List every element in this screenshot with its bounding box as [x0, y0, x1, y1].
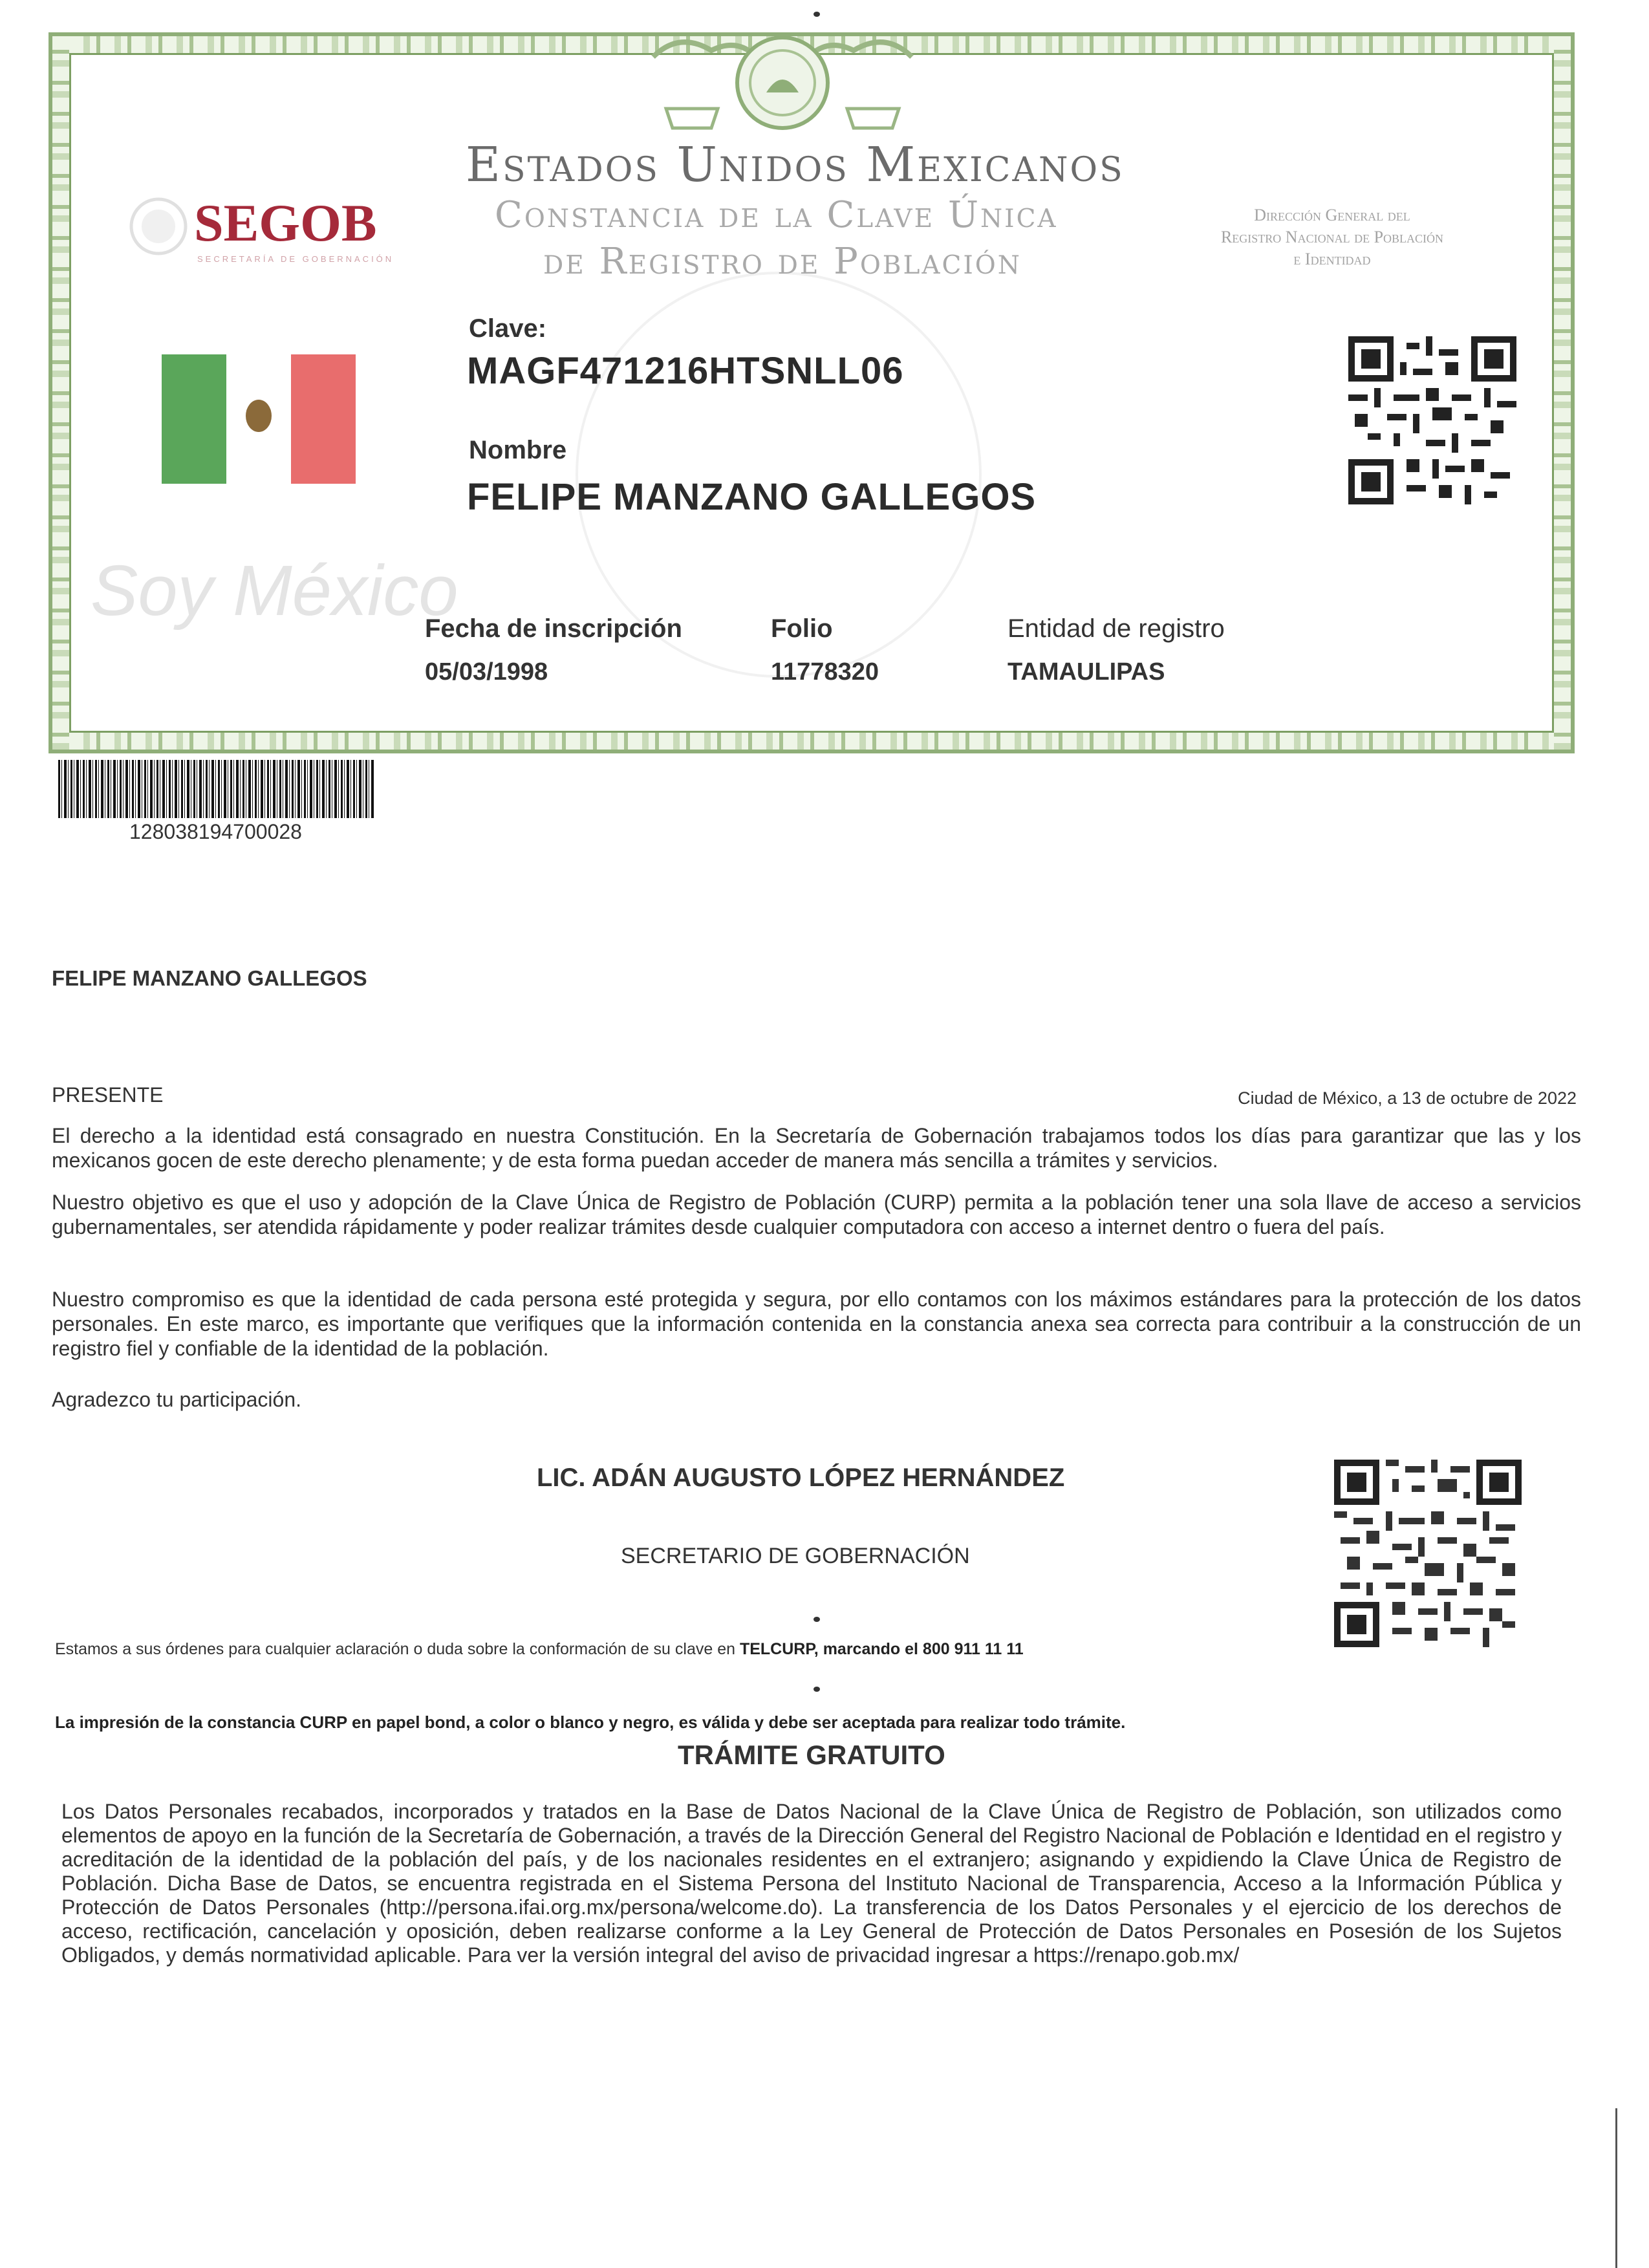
barcode-icon	[58, 760, 375, 818]
segob-subtitle: SECRETARÍA DE GOBERNACIÓN	[197, 254, 394, 264]
privacy-notice: Los Datos Personales recabados, incorporados y tratados en la Base de Datos Nacional de la Clave Única de Registro de Población, son utilizados como elementos de apoyo en la función de la Secretaría de Gobernación, a través de la Dirección General del Registro Nacional de Población e Identidad en el registro y acreditación de la identidad de la población del país, y de los nacionales residentes en el extranjero; asignando y expidiendo la Clave Única de Registro de Población. Dicha Base de Datos, se encuentra registrada en el Sistema Persona del Instituto Nacional de Transparencia, Acceso a la Información Pública y Protección de Datos Personales (http://persona.ifai.org.mx/persona/welcome.do). La transferencia de los Datos Personales y el ejercicio de los derechos de acceso, rectificación, cancelación y oposición, deben realizarse conforme a la Ley General de Protección de Datos Personales en Posesión de los Sujetos Obligados, y demás normatividad aplicable. Para ver la versión integral del aviso de privacidad ingresar a https://renapo.gob.mx/	[61, 1800, 1562, 1967]
scan-mark	[814, 1617, 820, 1622]
barcode-number: 128038194700028	[129, 820, 302, 843]
paragraph-4: Agradezco tu participación.	[52, 1388, 301, 1411]
folio-value: 11778320	[771, 658, 879, 686]
paragraph-2: Nuestro objetivo es que el uso y adopción de la Clave Única de Registro de Población (CURP) permita a la población tener una sola llave de acceso a servicios gubernamentales, ser atendida rápidamente y poder realizar trámites desde cualquier computadora con acceso a internet dentro o fuera del país.	[52, 1191, 1581, 1238]
fecha-inscripcion-label: Fecha de inscripción	[425, 614, 682, 643]
frame-border-right	[1554, 36, 1571, 750]
paragraph-1: El derecho a la identidad está consagrado en nuestra Constitución. En la Secretaría de Gobernación trabajamos todos los días para garantizar que las y los mexicanos gocen de este derecho plenamente; y de esta forma puedan acceder de manera más sencilla a trámites y servicios.	[52, 1124, 1581, 1172]
fecha-inscripcion-value: 05/03/1998	[425, 658, 548, 686]
signer-name: LIC. ADÁN AUGUSTO LÓPEZ HERNÁNDEZ	[537, 1463, 1065, 1492]
segob-logo-text: SEGOB	[194, 193, 377, 252]
direccion-general-line2: Registro Nacional de Población	[1220, 228, 1444, 246]
national-seal-icon	[640, 31, 925, 135]
clave-label: Clave:	[469, 314, 547, 343]
entidad-registro-label: Entidad de registro	[1008, 614, 1225, 643]
clave-value: MAGF471216HTSNLL06	[467, 350, 904, 392]
direccion-general-line1: Dirección General del	[1254, 206, 1410, 224]
place-and-date: Ciudad de México, a 13 de octubre de 2022	[1238, 1088, 1577, 1108]
heading-registro: de Registro de Población	[543, 241, 1022, 283]
entidad-registro-value: TAMAULIPAS	[1008, 658, 1165, 686]
addressee-name: FELIPE MANZANO GALLEGOS	[52, 966, 367, 990]
qr-code-icon	[1348, 336, 1516, 504]
frame-border-bottom	[52, 733, 1571, 750]
paragraph-3: Nuestro compromiso es que la identidad de cada persona esté protegida y segura, por ello contamos con los máximos estándares para la protección de los datos personales. En este marco, es importante que verifiques que la información contenida en la constancia anexa sea correcta para contribuir a la construcción de un registro fiel y confiable de la identidad de la población.	[52, 1288, 1581, 1360]
tramite-gratuito: TRÁMITE GRATUITO	[678, 1740, 945, 1770]
telcurp-phone: TELCURP, marcando el 800 911 11 11	[739, 1640, 1024, 1658]
direccion-general-line3: e Identidad	[1293, 250, 1371, 268]
presente-label: PRESENTE	[52, 1083, 164, 1107]
telcurp-notice	[55, 1640, 1024, 1659]
scan-edge-line	[1615, 2108, 1617, 2268]
validity-notice: La impresión de la constancia CURP en papel bond, a color o blanco y negro, es válida y debe ser aceptada para realizar todo trámite.	[55, 1712, 1126, 1732]
scan-mark	[814, 1687, 820, 1692]
scan-mark	[814, 12, 820, 17]
soy-mexico-watermark: Soy México	[91, 551, 458, 631]
nombre-value: FELIPE MANZANO GALLEGOS	[467, 476, 1037, 518]
qr-code-signature-icon	[1334, 1460, 1522, 1647]
folio-label: Folio	[771, 614, 833, 643]
signer-title: SECRETARIO DE GOBERNACIÓN	[621, 1544, 970, 1568]
nombre-label: Nombre	[469, 436, 567, 464]
telcurp-text: Estamos a sus órdenes para cualquier aclaración o duda sobre la conformación de su clave en	[55, 1640, 736, 1658]
segob-emblem-icon	[126, 194, 191, 259]
mexican-flag-icon	[162, 354, 356, 484]
heading-constancia: Constancia de la Clave Única	[495, 194, 1058, 236]
frame-border-left	[52, 36, 69, 750]
heading-estados-unidos: Estados Unidos Mexicanos	[466, 137, 1125, 193]
